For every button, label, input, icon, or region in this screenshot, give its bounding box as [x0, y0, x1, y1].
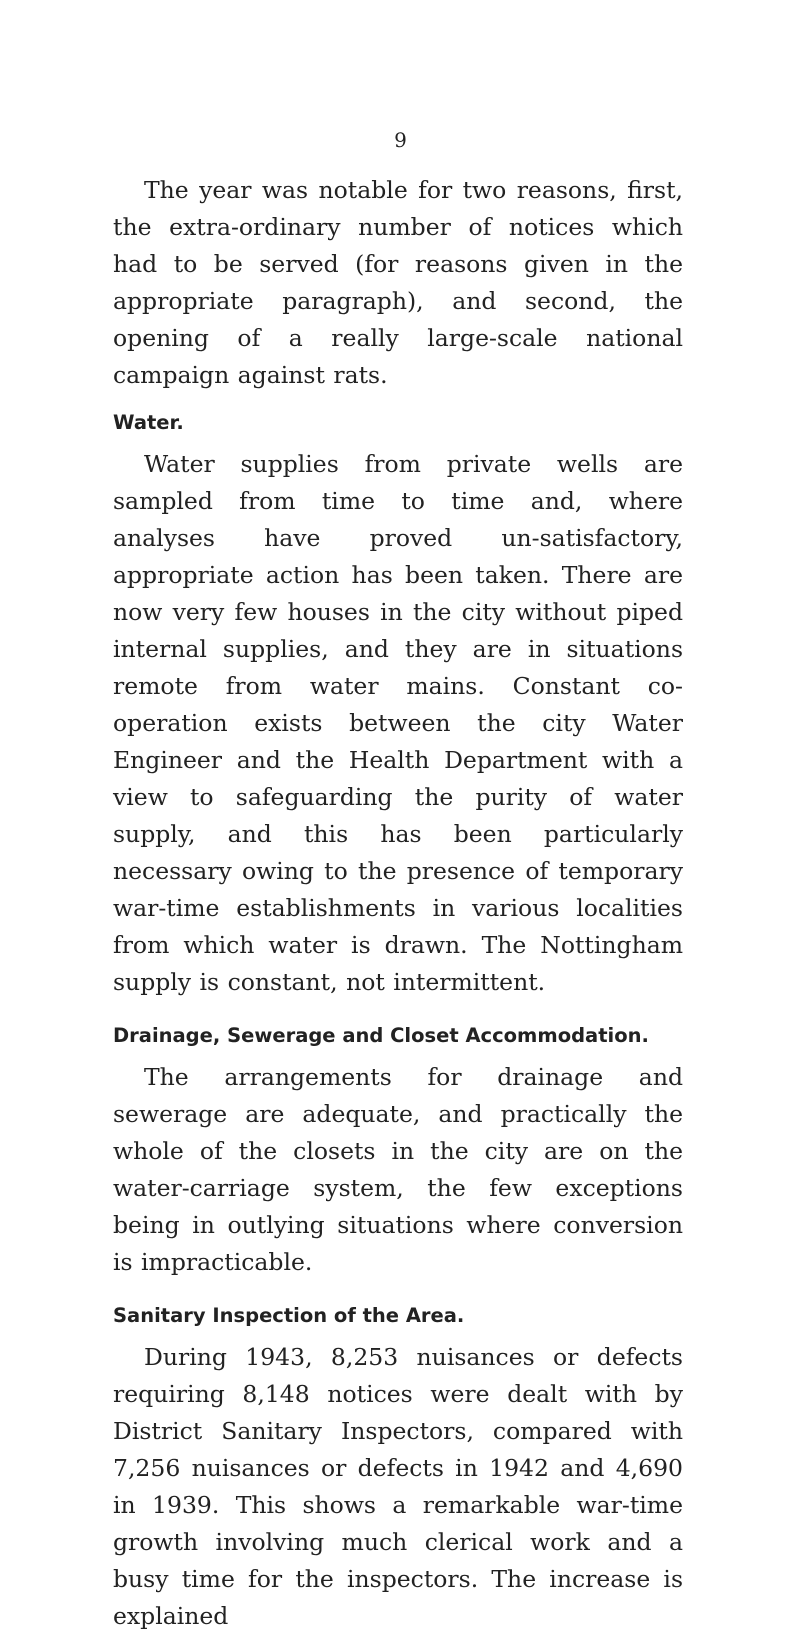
water-heading: Water. — [113, 411, 184, 434]
sanitary-inspection-paragraph: During 1943, 8,253 nuisances or defects requiring 8,148 notices were dealt with by District Sanitary Inspectors, compared with 7,256 nuisances or defects in 1942 and 4,690 in 1939. This shows a remarkable war-time growth involving much clerical work and a busy time for the inspectors. The increase is explained — [113, 1343, 683, 1630]
drainage-paragraph: The arrangements for drainage and sewerage are adequate, and practically the whole of the closets in the city are on the water-carriage system, the few exceptions being in outlying situations where conversion is impracticable. — [113, 1063, 683, 1276]
sanitary-inspection-heading: Sanitary Inspection of the Area. — [113, 1304, 465, 1327]
water-paragraph: Water supplies from private wells are sampled from time to time and, where analyses have proved un-satisfactory, appropriate action has been taken. There are now very few houses in the city without piped internal supplies, and they are in situations remote from water mains. Constant co-operation exists between the city Water Engineer and the Health Department with a view to safeguarding the purity of water supply, and this has been particularly necessary owing to the presence of temporary war-time establishments in various localities from which water is drawn. The Nottingham supply is constant, not intermittent. — [113, 450, 683, 996]
page-number: 9 — [394, 128, 407, 152]
page-content — [113, 172, 683, 1635]
drainage-heading: Drainage, Sewerage and Closet Accommodation. — [113, 1024, 649, 1047]
intro-paragraph: The year was notable for two reasons, first, the extra-ordinary number of notices which had to be served (for reasons given in the appropriate paragraph), and second, the opening of a really large-scale national campaign against rats. — [113, 176, 683, 389]
